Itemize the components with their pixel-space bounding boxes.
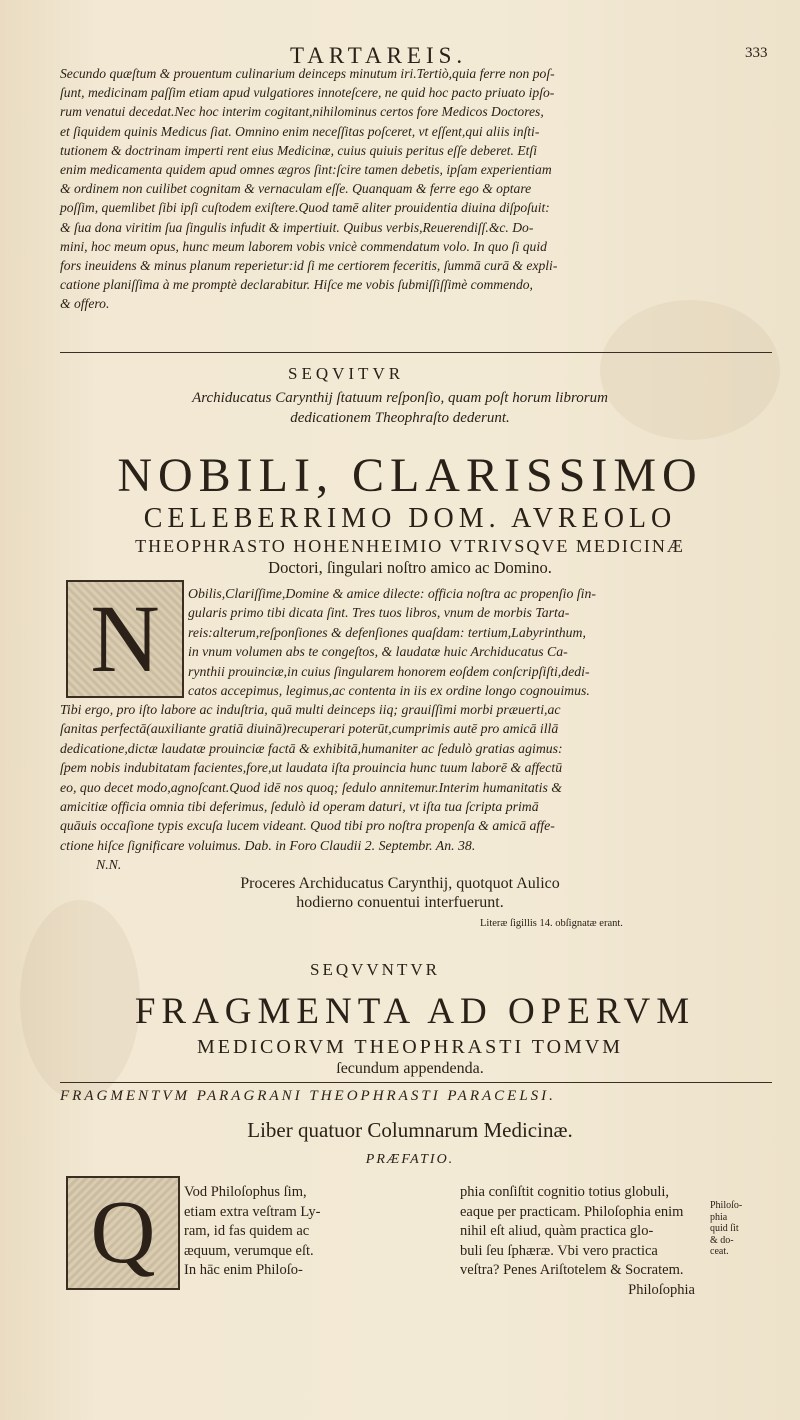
text-line: Obilis,Clariſſime,Domine & amice dilecte: officia noſtra ac propenſio ſin- — [188, 586, 596, 601]
address-line-1: NOBILI, CLARISSIMO — [117, 449, 703, 502]
proceres-text — [100, 874, 700, 912]
text-line: In hāc enim Philoſo- — [184, 1262, 303, 1279]
text-line: & ſua dona viritim ſua ſingulis infudit & impertiuit. Quibus verbis,Reuerendiſſ.&c. Do- — [60, 219, 534, 235]
running-title: TARTAREIS. — [290, 43, 468, 68]
text-line: gularis primo tibi dicata ſint. Tres tuos libros, vnum de morbis Tarta- — [188, 605, 570, 621]
divider-rule — [60, 1082, 772, 1083]
text-line: eaque per practicam. Philoſophia enim — [460, 1203, 684, 1220]
text-line: enim medicamenta quidem apud omnes ægros ſint:ſcire tamen debetis, ipſam experientiam — [60, 162, 552, 178]
sequitur-heading: SEQVITVR — [288, 364, 405, 383]
text-line: dedicationem Theophraſto dederunt. — [290, 410, 510, 426]
left-column — [184, 1183, 320, 1281]
text-line: eo, quo decet modo,agnoſcant.Quod idē nos quoq; ſedulo annitemur.Interim humanitatis & — [60, 779, 562, 795]
divider-rule — [60, 352, 772, 353]
text-line: quāuis occaſione typis excuſa lucem videant. Quod tibi pro noſtra propenſa & amicā affe- — [60, 818, 555, 834]
text-line: ſpem nobis indubitatam facientes,fore,ut laudata iſta prouincia hunc tuum laborē & affectū — [60, 760, 563, 776]
text-line: hodierno conuentui interfuerunt. — [296, 894, 504, 911]
text-line: rynthii prouinciæ,in cuius ſingularem honorem eoſdem conſcripſiſti,dedi- — [188, 663, 590, 679]
text-line: & ordinem non cuilibet cognitam & vernaculam eſſe. Quanquam & ferre ego & optare — [60, 181, 532, 197]
letter-body — [60, 700, 563, 875]
text-line: ctione hiſce ſignificare voluimus. Dab. in Foro Claudii 2. Septembr. An. 38. — [60, 837, 476, 853]
text-line: Secundo quæſtum & prouentum culinarium deinceps minutum iri.Tertiò,quia ferre non poſ- — [60, 66, 555, 81]
catchword: Philoſophia — [628, 1281, 695, 1298]
fragmenta-title: FRAGMENTA AD OPERVM — [134, 991, 696, 1032]
text-line: etiam extra veſtram Ly- — [184, 1203, 321, 1220]
address-line-4: Doctori, ſingulari noſtro amico ac Domino. — [268, 558, 552, 577]
text-line: dedicatione,dictæ laudatæ prouinciæ factā & exhibitā,humaniter ac ſedulò gratias agimus: — [60, 740, 563, 756]
text-line: veſtra? Penes Ariſtotelem & Socratem. — [460, 1262, 684, 1279]
text-line: amicitiæ officia omnia tibi deferimus, ſedulò id operam daturi, vt iſta tua ſcripta primā — [60, 799, 539, 815]
page-number: 333 — [745, 45, 768, 61]
text-line: & offero. — [60, 296, 110, 312]
top-paragraph — [60, 64, 745, 314]
text-line: rum venatui decedat.Nec hoc interim cogitant,nihilominus certos fore Medicos Doctores, — [60, 104, 544, 120]
text-line: phia — [710, 1211, 728, 1223]
initial-letter: N — [90, 585, 160, 692]
initial-letter: Q — [90, 1183, 156, 1282]
text-line: poſſim, quemlibet ſibi ipſi cuſtodem exiſtere.Quod tamē aliter prouidentia diuina diſpoſuit: — [60, 200, 550, 216]
marginal-note — [710, 1200, 742, 1258]
text-line: in vnum volumen abs te congeſtos, & laudatæ huic Archiducatus Ca- — [188, 644, 568, 660]
text-line: nihil eſt aliud, quàm practica glo- — [460, 1223, 654, 1240]
text-line: Archiducatus Carynthij ſtatuum reſponſio, quam poſt horum librorum — [192, 390, 608, 406]
text-line: Vod Philoſophus ſim, — [184, 1184, 307, 1200]
liber-heading: Liber quatuor Columnarum Medicinæ. — [247, 1118, 573, 1142]
text-line: phia conſiſtit cognitio totius globuli, — [460, 1184, 670, 1200]
letter-opening — [188, 584, 596, 700]
text-line: Proceres Archiducatus Carynthij, quotquot Aulico — [240, 875, 560, 892]
text-line: & do- — [710, 1234, 734, 1246]
text-line: ram, id fas quidem ac — [184, 1223, 310, 1240]
signature: N.N. — [96, 857, 122, 873]
address-line-2: CELEBERRIMO DOM. AVREOLO — [143, 503, 677, 534]
text-line: reis:alterum,reſponſiones & defenſiones quaſdam: tertium,Labyrinthum, — [188, 624, 586, 640]
sequitur-subtitle — [100, 388, 700, 428]
text-line: et ſiquidem quinis Medicus ſiat. Omnino enim neceſſitas poſceret, vt eſſent,qui aliis inſti- — [60, 123, 540, 139]
text-line: Tibi ergo, pro iſto labore ac induſtria, quā multi deinceps iiq; grauiſſimi morbi præuerti,ac — [60, 702, 561, 717]
text-line: æquum, verumque eſt. — [184, 1242, 314, 1259]
text-line: mini, hoc meum opus, hunc meum laborem vobis vnicè commendatum volo. In quo ſi quid — [60, 238, 547, 254]
praefatio-heading: PRÆFATIO. — [365, 1152, 455, 1167]
sequuntur-heading: SEQVVNTVR — [310, 960, 440, 979]
text-line: Philoſo- — [710, 1200, 743, 1211]
fragmenta-subtitle: MEDICORVM THEOPHRASTI TOMVM — [196, 1036, 624, 1058]
right-column — [460, 1183, 695, 1301]
decorated-initial — [66, 1176, 180, 1290]
address-line-3: THEOPHRASTO HOHENHEIMIO VTRIVSQVE MEDICINÆ — [135, 536, 685, 556]
text-line: ceat. — [710, 1246, 729, 1257]
text-line: ſunt, medicinam paſſim etiam apud vulgatiores innoteſcere, ne quid hoc pacto priuato ipſo- — [60, 85, 555, 101]
text-line: catione planiſſima à me promptè declarabitur. Hiſce me vobis ſubmiſſiſſimè commendo, — [60, 277, 533, 293]
seal-note: Literæ ſigillis 14. obſignatæ erant. — [480, 918, 623, 929]
text-line: fors ineuidens & minus planum reperietur:id ſi me certiorem feceritis, ſummā curā & expli- — [60, 258, 558, 274]
text-line: tutionem & doctrinam imperti rent eius Medicinæ, cuius quiuis peritus eſſe deberet. Etſi — [60, 142, 537, 158]
fragmentum-heading: FRAGMENTVM PARAGRANI THEOPHRASTI PARACELSI. — [60, 1088, 556, 1104]
fragmenta-secundum: ſecundum appendenda. — [336, 1060, 484, 1077]
text-line: buli ſeu ſphæræ. Vbi vero practica — [460, 1242, 658, 1259]
text-line: ſanitas perfectā(auxiliante gratiā diuinā)recuperari poterūt,cumprimis autē pro amicā illā — [60, 721, 559, 737]
text-line: quid ſit — [710, 1223, 739, 1234]
decorated-initial — [66, 580, 184, 698]
text-line: catos accepimus, legimus,ac contenta in iis ex ordine longo cognouimus. — [188, 683, 590, 699]
